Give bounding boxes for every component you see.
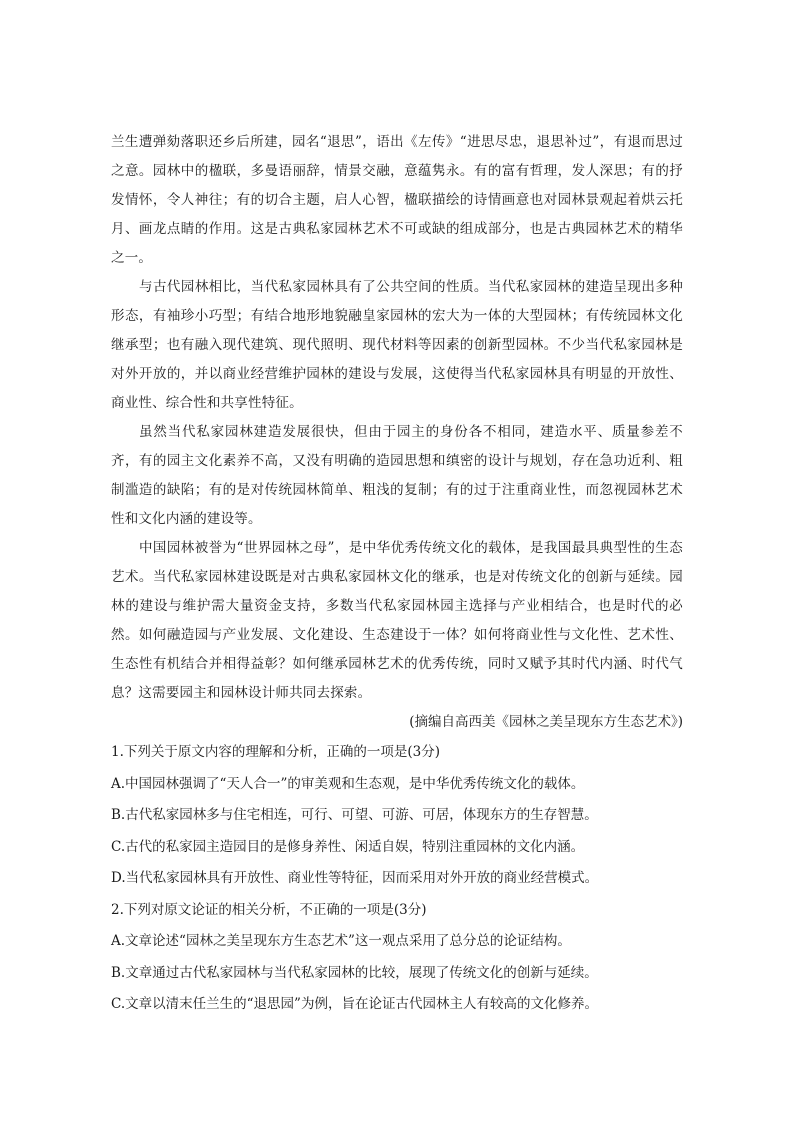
question-2 xyxy=(111,895,683,1021)
passage-paragraph-3: 虽然当代私家园林建造发展很快，但由于园主的身份各不相同，建造水平、质量参差不齐，有的园主文化素养不高，又没有明确的造园思想和缜密的设计与规划，存在急功近利、粗制滥造的缺陷；有的是对传统园林简单、粗浅的复制；有的过于注重商业性，而忽视园林艺术性和文化内涵的建设等。 xyxy=(111,424,683,527)
passage-paragraph-4: 中国园林被誉为“世界园林之母”，是中华优秀传统文化的载体，是我国最具典型性的生态艺术。当代私家园林建设既是对古典私家园林文化的继承，也是对传统文化的创新与延续。园林的建设与维护需大量资金支持，多数当代私家园林园主选择与产业相结合，也是时代的必然。如何融造园与产业发展、文化建设、生态建设于一体？如何将商业性与文化性、艺术性、生态性有机结合并相得益彰？如何继承园林艺术的优秀传统，同时又赋予其时代内涵、时代气息？这需要园主和园林设计师共同去探索。 xyxy=(111,540,683,701)
document-content xyxy=(111,128,683,1021)
option-a: A.文章论述“园林之美呈现东方生态艺术”这一观点采用了总分总的论证结构。 xyxy=(111,933,571,949)
option-a: A.中国园林强调了“天人合一”的审美观和生态观，是中华优秀传统文化的载体。 xyxy=(111,775,585,792)
passage-paragraph-1: 兰生遭弹劾落职还乡后所建，园名“退思”，语出《左传》“进思尽忠，退思补过”，有退而思过之意。园林中的楹联，多曼语丽辞，情景交融，意蕴隽永。有的富有哲理，发人深思；有的抒发情怀，令人神往；有的切合主题，启人心智，楹联描绘的诗情画意也对园林景观起着烘云托月、画龙点睛的作用。这是古典私家园林艺术不可或缺的组成部分，也是古典园林艺术的精华之一。 xyxy=(111,134,683,266)
passage-paragraph-2: 与古代园林相比，当代私家园林具有了公共空间的性质。当代私家园林的建造呈现出多种形态，有袖珍小巧型；有结合地形地貌融皇家园林的宏大为一体的大型园林；有传统园林文化继承型；也有融入现代建筑、现代照明、现代材料等因素的创新型园林。不少当代私家园林是对外开放的，并以商业经营维护园林的建设与发展，这使得当代私家园林具有明显的开放性、商业性、综合性和共享性特征。 xyxy=(111,279,683,411)
question-stem: 1.下列关于原文内容的理解和分析，正确的一项是(3分) xyxy=(111,744,441,760)
option-c: C.文章以清末任兰生的“退思园”为例，旨在论证古代园林主人有较高的文化修养。 xyxy=(111,996,598,1012)
passage-source: (摘编自高西美《园林之美呈现东方生态艺术》) xyxy=(409,714,683,730)
option-b: B.古代私家园林多与住宅相连，可行、可望、可游、可居，体现东方的生存智慧。 xyxy=(111,807,598,823)
question-stem: 2.下列对原文论证的相关分析，不正确的一项是(3分) xyxy=(111,901,427,918)
question-1 xyxy=(111,737,683,895)
option-b: B.文章通过古代私家园林与当代私家园林的比较，展现了传统文化的创新与延续。 xyxy=(111,964,598,981)
option-d: D.当代私家园林具有开放性、商业性等特征，因而采用对外开放的商业经营模式。 xyxy=(111,870,599,886)
option-c: C.古代的私家园主造园目的是修身养性、闲适自娱，特别注重园林的文化内涵。 xyxy=(111,838,585,855)
